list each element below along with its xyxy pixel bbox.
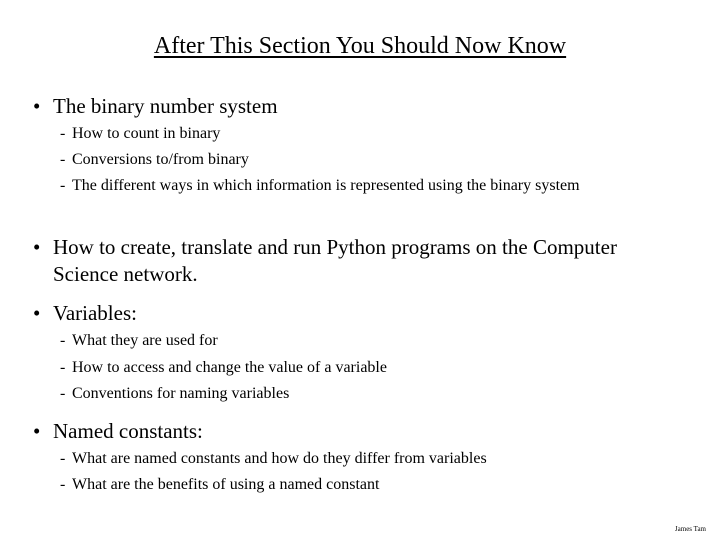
bullet-text: Variables: xyxy=(53,301,137,325)
slide-title: After This Section You Should Now Know xyxy=(153,33,567,59)
dash-marker: - xyxy=(60,151,66,168)
footer-author: James Tam xyxy=(674,525,706,533)
sub-item-text: Conversions to/from binary xyxy=(72,151,249,168)
sub-item-conversions xyxy=(60,147,682,173)
dash-marker: - xyxy=(60,385,66,402)
sub-item-text: What are named constants and how do they differ from variables xyxy=(72,450,487,467)
bullet-marker: • xyxy=(33,235,41,259)
sub-item-naming-conventions xyxy=(60,381,682,407)
dash-marker: - xyxy=(60,359,66,376)
bullet-text: The binary number system xyxy=(53,94,278,118)
dash-marker: - xyxy=(60,177,66,194)
sub-item-access-change xyxy=(60,355,682,381)
dash-marker: - xyxy=(60,332,66,349)
dash-marker: - xyxy=(60,125,66,142)
sub-item-named-constants-vs-variables xyxy=(60,446,682,472)
sub-item-information-representation xyxy=(60,173,662,199)
sub-item-text: What are the benefits of using a named constant xyxy=(72,476,380,493)
bullet-python-programs xyxy=(33,234,633,288)
sub-item-text: What they are used for xyxy=(72,332,218,349)
sub-item-count-binary xyxy=(60,121,682,147)
sub-item-text: Conventions for naming variables xyxy=(72,385,290,402)
bullet-text: Named constants: xyxy=(53,419,203,443)
bullet-variables xyxy=(33,300,693,327)
sub-item-text: The different ways in which information is represented using the binary system xyxy=(72,177,580,194)
sub-item-named-constant-benefits xyxy=(60,472,682,498)
bullet-marker: • xyxy=(33,419,41,443)
bullet-named-constants xyxy=(33,418,693,445)
sub-item-text: How to access and change the value of a variable xyxy=(72,359,387,376)
bullet-binary-number-system xyxy=(33,93,693,120)
dash-marker: - xyxy=(60,476,66,493)
bullet-text: How to create, translate and run Python programs on the Computer Science network. xyxy=(53,235,617,286)
bullet-marker: • xyxy=(33,94,41,118)
sub-item-variables-use xyxy=(60,328,682,354)
sub-item-text: How to count in binary xyxy=(72,125,221,142)
bullet-marker: • xyxy=(33,301,41,325)
dash-marker: - xyxy=(60,450,66,467)
